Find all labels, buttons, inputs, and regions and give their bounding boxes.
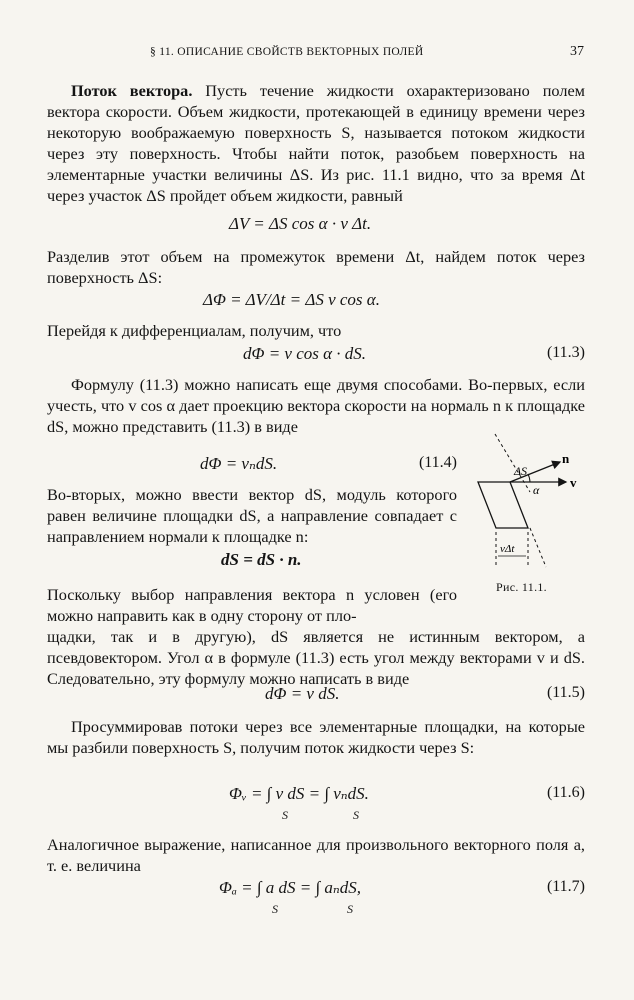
integral-subscript: S	[353, 808, 359, 822]
volume-parallelogram	[478, 482, 528, 528]
equation-11-3: dΦ = v cos α · dS. (11.3)	[243, 344, 585, 363]
equation-11-7: Φₐ = ∫ a dS = ∫ aₙdS, S S (11.7)	[219, 878, 585, 916]
paragraph-differentials: Перейдя к дифференциалам, получим, что	[47, 321, 342, 340]
equation-number: (11.6)	[546, 784, 585, 801]
figure-caption: Рис. 11.1.	[496, 580, 547, 594]
figure-flow-through-area	[458, 432, 588, 572]
figure-label-v: v	[570, 475, 577, 490]
paragraph-pseudovector-start: Поскольку выбор направления вектора n условен (его можно направить как в одну сторону от пло-	[47, 585, 457, 625]
angle-arc	[528, 474, 530, 482]
equation-11-6: Φᵥ = ∫ v dS = ∫ vₙdS. S S (11.6)	[229, 784, 585, 822]
integral-subscript: S	[347, 902, 353, 916]
paragraph-pseudovector-end: щадки, так и в другую), dS является не истинным вектором, а псевдовектором. Угол α в формуле (11.3) есть угол между векторами v и dS. Следовательно, эту формулу можно написать в виде	[47, 627, 585, 688]
paragraph-body: Пусть течение жидкости охарактеризовано полем вектора скорости. Объем жидкости, протекающей в единицу времени через некоторую воображаемую поверхность S, называется потоком жидкости через эту поверхность. Чтобы найти поток, разобьем поверхность на элементарные участки величины ΔS. Из рис. 11.1 видно, что за время Δt через участок ΔS пройдет объем жидкости, равный	[47, 81, 585, 205]
surface-trace-upper	[495, 434, 530, 492]
equation-flux-delta: ΔΦ = ΔV/Δt = ΔS v cos α.	[203, 290, 380, 309]
integral-subscript: S	[272, 902, 278, 916]
figure-label-vdt: vΔt	[500, 543, 515, 555]
figure-label-dS: ΔS	[514, 464, 528, 478]
equation-number: (11.7)	[546, 878, 585, 895]
paragraph-two-ways: Формулу (11.3) можно написать еще двумя способами. Во-первых, если учесть, что v cos α дает проекцию вектора скорости на нормаль n к площадке dS, можно представить (11.3) в виде	[47, 375, 585, 436]
surface-trace-lower	[530, 528, 546, 567]
paragraph-vector-dS: Во-вторых, можно ввести вектор dS, модуль которого равен величине площадки dS, а направление совпадает с направлением нормали к площадке n:	[47, 485, 457, 546]
paragraph-divide: Разделив этот объем на промежуток времени Δt, найдем поток через поверхность ΔS:	[47, 247, 585, 287]
equation-number: (11.5)	[546, 684, 585, 701]
integral-subscript: S	[282, 808, 288, 822]
equation-11-5: dΦ = v dS. (11.5)	[265, 684, 585, 703]
running-head: § 11. ОПИСАНИЕ СВОЙСТВ ВЕКТОРНЫХ ПОЛЕЙ	[150, 46, 424, 58]
figure-label-n: n	[562, 451, 570, 466]
figure-label-alpha: α	[533, 483, 540, 497]
equation-number: (11.4)	[418, 454, 457, 471]
paragraph-flux-definition	[47, 80, 585, 206]
paragraph-arbitrary-field: Аналогичное выражение, написанное для произвольного векторного поля a, т. е. величина	[47, 835, 585, 875]
page-number: 37	[570, 44, 584, 59]
paragraph-sum-flux: Просуммировав потоки через все элементарные площадки, на которые мы разбили поверхность S, получим поток жидкости через S:	[47, 717, 585, 757]
equation-number: (11.3)	[546, 344, 585, 361]
equation-dS-vector: dS = dS · n.	[221, 550, 302, 569]
equation-11-4: dΦ = vₙdS. (11.4)	[200, 454, 457, 473]
paragraph-lead-heading: Поток вектора.	[71, 81, 193, 100]
equation-volume: ΔV = ΔS cos α · v Δt.	[229, 214, 372, 233]
